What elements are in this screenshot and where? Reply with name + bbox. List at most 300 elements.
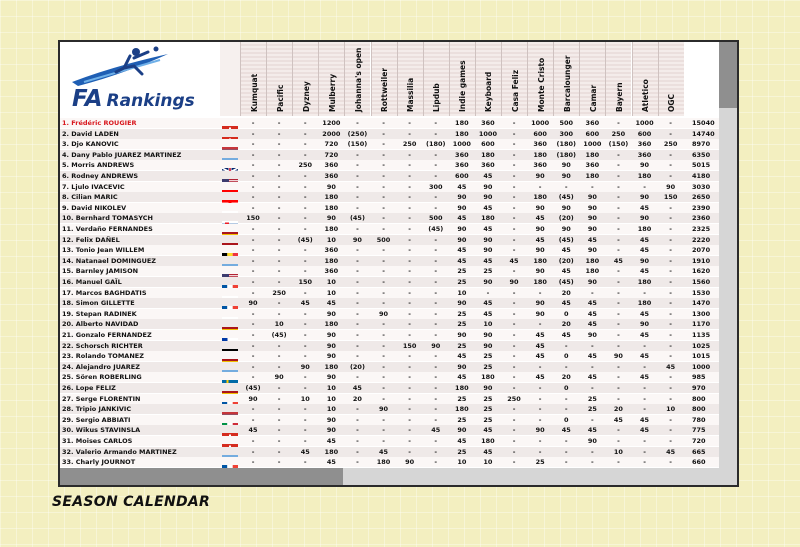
points-cell: - xyxy=(356,341,359,350)
column-header[interactable] xyxy=(292,42,318,116)
points-cell: - xyxy=(356,119,359,127)
points-cell: 90 xyxy=(457,362,467,371)
points-cell: - xyxy=(382,426,385,435)
points-cell: 90 xyxy=(640,193,650,202)
table-row[interactable] xyxy=(60,171,739,181)
points-cell: 25 xyxy=(457,415,467,424)
points-cell: - xyxy=(434,415,438,424)
points-cell: 180 xyxy=(324,193,339,202)
points-cell: - xyxy=(251,320,255,329)
column-header[interactable] xyxy=(240,42,266,116)
points-cell: - xyxy=(564,437,568,445)
points-cell: - xyxy=(617,384,620,392)
points-cell: - xyxy=(512,193,516,202)
points-cell: - xyxy=(512,415,516,424)
points-cell: 45 xyxy=(587,235,597,244)
points-cell: - xyxy=(434,331,438,339)
table-row[interactable] xyxy=(60,319,739,329)
player-name[interactable]: 31. Moises CARLOS xyxy=(62,437,133,445)
points-cell: 45 xyxy=(666,447,676,456)
column-header[interactable] xyxy=(553,42,579,116)
table-row[interactable] xyxy=(60,298,739,308)
points-cell: - xyxy=(408,352,411,361)
points-cell: 720 xyxy=(324,140,339,149)
points-cell: 180 xyxy=(455,129,469,138)
points-cell: 360 xyxy=(455,161,469,170)
column-header[interactable] xyxy=(605,42,631,116)
points-cell: - xyxy=(356,437,359,445)
total-points: 4180 xyxy=(692,172,711,180)
table-row[interactable] xyxy=(60,341,739,351)
table-row[interactable] xyxy=(60,436,739,446)
points-cell: - xyxy=(303,309,307,318)
points-cell: - xyxy=(434,309,438,318)
table-row[interactable] xyxy=(60,182,739,192)
points-cell: - xyxy=(356,331,359,339)
points-cell: - xyxy=(617,193,620,202)
total-points: 800 xyxy=(692,405,706,414)
points-cell: - xyxy=(434,256,438,265)
points-cell: - xyxy=(617,182,620,191)
points-cell: - xyxy=(538,405,542,414)
player-name[interactable]: 7. Ljulo IVACEVIC xyxy=(62,182,125,191)
points-cell: - xyxy=(434,299,438,308)
table-row[interactable] xyxy=(60,224,739,234)
points-cell: - xyxy=(356,405,359,414)
points-cell: - xyxy=(434,373,438,382)
points-cell: 150 xyxy=(402,341,417,350)
player-name[interactable]: 19. Stepan RADINEK xyxy=(62,309,137,318)
points-cell: - xyxy=(434,362,438,371)
points-cell: - xyxy=(512,341,516,350)
table-row[interactable] xyxy=(60,213,739,223)
points-cell: - xyxy=(617,309,620,318)
points-cell: - xyxy=(669,235,672,244)
points-cell: - xyxy=(408,320,411,329)
player-name[interactable]: 25. Sören ROBERLING xyxy=(62,373,142,382)
points-cell: 90 xyxy=(587,331,597,339)
table-row[interactable] xyxy=(60,425,739,435)
player-name[interactable]: 28. Tripio JANKIVIC xyxy=(62,405,132,414)
total-points: 985 xyxy=(692,373,706,382)
table-row[interactable] xyxy=(60,309,739,319)
column-header[interactable] xyxy=(501,42,527,116)
column-header[interactable] xyxy=(632,42,658,116)
points-cell: - xyxy=(303,203,307,212)
column-header-label: OGC xyxy=(667,93,677,112)
points-cell: - xyxy=(303,458,307,467)
points-cell: 90 xyxy=(666,182,676,191)
points-cell: 90 xyxy=(587,437,597,445)
points-cell: - xyxy=(251,129,255,138)
points-cell: 90 xyxy=(326,182,336,191)
points-cell: - xyxy=(434,235,438,244)
points-cell: - xyxy=(251,447,255,456)
points-cell: 180 xyxy=(585,172,600,180)
table-row[interactable] xyxy=(60,129,739,139)
points-cell: - xyxy=(303,129,307,138)
points-cell: 90 xyxy=(613,352,623,361)
flag-es-icon xyxy=(222,236,238,244)
player-name[interactable]: 14. Natanael DOMINGUEZ xyxy=(62,256,157,265)
player-name[interactable]: 15. Barnley JAMISON xyxy=(62,267,139,276)
column-header-label: Mulberry xyxy=(327,73,337,112)
points-cell: - xyxy=(382,203,385,212)
total-points: 1170 xyxy=(692,320,711,329)
points-cell: - xyxy=(303,225,307,233)
column-header-label: Keyboard xyxy=(484,71,494,112)
points-cell: - xyxy=(434,405,438,414)
points-cell: - xyxy=(277,161,281,170)
flag-rs-icon xyxy=(222,405,238,413)
points-cell: - xyxy=(251,119,255,127)
player-name[interactable]: 29. Sergio ABBIATI xyxy=(62,415,131,424)
player-name[interactable]: 8. Cilian MARIC xyxy=(62,193,118,202)
points-cell: 45 xyxy=(561,246,571,255)
table-row[interactable] xyxy=(60,118,739,128)
points-cell: - xyxy=(251,246,255,255)
points-cell: - xyxy=(434,278,438,286)
column-header[interactable] xyxy=(423,42,449,116)
column-header[interactable] xyxy=(344,42,370,116)
points-cell: 180 xyxy=(533,150,547,159)
points-cell: - xyxy=(303,150,307,159)
column-header[interactable] xyxy=(579,42,605,116)
points-cell: - xyxy=(434,384,438,392)
points-cell: 45 xyxy=(535,341,545,350)
player-name[interactable]: 33. Charly JOURNOT xyxy=(62,458,136,467)
points-cell: - xyxy=(512,246,516,255)
player-name[interactable]: 4. Dany Pablo JUAREZ MARTINEZ xyxy=(62,150,182,159)
horizontal-scrollbar-thumb[interactable] xyxy=(60,468,343,487)
points-cell: 0 xyxy=(563,384,569,392)
points-cell: - xyxy=(617,362,620,371)
points-cell: 360 xyxy=(533,140,547,149)
points-cell: - xyxy=(408,182,411,191)
points-cell: 25 xyxy=(483,394,493,403)
points-cell: 90 xyxy=(483,193,493,202)
points-cell: 45 xyxy=(561,331,571,339)
table-row[interactable] xyxy=(60,362,739,372)
points-cell: - xyxy=(564,341,568,350)
points-cell: 45 xyxy=(640,235,650,244)
player-name[interactable]: 3. Djo KANOVIC xyxy=(62,140,119,149)
points-cell: - xyxy=(408,278,411,286)
points-cell: 180 xyxy=(637,278,652,286)
points-cell: - xyxy=(251,288,255,297)
player-name[interactable]: 30. Wikus STAVINSLA xyxy=(62,426,141,435)
points-cell: - xyxy=(669,352,672,361)
points-cell: - xyxy=(356,150,359,159)
points-cell: 150 xyxy=(663,193,678,202)
points-cell: 45 xyxy=(587,320,597,329)
points-cell: - xyxy=(356,172,359,180)
points-cell: - xyxy=(382,246,385,255)
table-row[interactable] xyxy=(60,277,739,287)
points-cell: - xyxy=(356,299,359,308)
player-name[interactable]: 5. Morris ANDREWS xyxy=(62,161,135,170)
table-row[interactable] xyxy=(60,139,739,149)
points-cell: - xyxy=(408,119,411,127)
points-cell: 180 xyxy=(324,256,339,265)
player-name[interactable]: 27. Serge FLORENTIN xyxy=(62,394,141,403)
table-row[interactable] xyxy=(60,256,739,266)
points-cell: 90 xyxy=(535,203,545,212)
points-cell: - xyxy=(669,309,672,318)
points-cell: 90 xyxy=(326,214,336,223)
points-cell: - xyxy=(512,437,516,445)
points-cell: (150) xyxy=(608,140,629,149)
points-cell: 90 xyxy=(457,235,467,244)
points-cell: - xyxy=(251,373,255,382)
table-row[interactable] xyxy=(60,235,739,245)
points-cell: - xyxy=(408,437,411,445)
points-cell: (45) xyxy=(558,235,574,244)
points-cell: - xyxy=(590,384,594,392)
points-cell: - xyxy=(669,394,672,403)
points-cell: 90 xyxy=(352,235,362,244)
points-cell: 45 xyxy=(640,203,650,212)
points-cell: 90 xyxy=(587,214,597,223)
points-cell: - xyxy=(512,447,516,456)
table-row[interactable] xyxy=(60,351,739,361)
points-cell: 45 xyxy=(587,426,597,435)
points-cell: - xyxy=(617,288,620,297)
points-cell: - xyxy=(303,384,307,392)
points-cell: - xyxy=(277,140,281,149)
points-cell: 90 xyxy=(587,246,597,255)
player-name[interactable]: 21. Gonzalo FERNANDEZ xyxy=(62,331,152,339)
column-header-label: Bayern xyxy=(614,82,624,112)
points-cell: 90 xyxy=(248,299,258,308)
points-cell: - xyxy=(590,182,594,191)
points-cell: 360 xyxy=(585,119,600,127)
column-header-label: Johanna's open xyxy=(353,47,363,112)
table-row[interactable] xyxy=(60,383,739,393)
points-cell: 90 xyxy=(535,309,545,318)
points-cell: - xyxy=(303,331,307,339)
player-name[interactable]: 16. Manuel GAÏL xyxy=(62,278,122,286)
points-cell: 45 xyxy=(457,256,467,265)
points-cell: (45) xyxy=(428,225,444,233)
points-cell: - xyxy=(251,437,255,445)
points-cell: 180 xyxy=(481,150,495,159)
points-cell: 25 xyxy=(483,267,493,276)
points-cell: - xyxy=(434,447,438,456)
vertical-scrollbar-thumb[interactable] xyxy=(719,42,739,108)
points-cell: - xyxy=(251,352,255,361)
points-cell: 25 xyxy=(587,394,597,403)
column-header[interactable] xyxy=(475,42,501,116)
player-name[interactable]: 24. Alejandro JUAREZ xyxy=(62,362,140,371)
points-cell: - xyxy=(643,288,646,297)
points-cell: - xyxy=(408,256,411,265)
points-cell: 45 xyxy=(483,256,493,265)
points-cell: 45 xyxy=(509,256,519,265)
flag-ru-icon xyxy=(222,204,238,212)
table-row[interactable] xyxy=(60,203,739,213)
points-cell: - xyxy=(669,426,672,435)
points-cell: 90 xyxy=(457,299,467,308)
total-points: 800 xyxy=(692,394,706,403)
points-cell: - xyxy=(643,405,646,414)
points-cell: 10 xyxy=(666,405,676,414)
points-cell: - xyxy=(408,426,411,435)
points-cell: - xyxy=(669,278,672,286)
points-cell: - xyxy=(434,320,438,329)
points-cell: 90 xyxy=(326,309,336,318)
points-cell: 360 xyxy=(481,161,495,170)
column-header[interactable] xyxy=(371,42,397,116)
season-calendar-button[interactable]: SEASON CALENDAR xyxy=(52,494,211,510)
points-cell: - xyxy=(669,129,672,138)
flag-cl-icon xyxy=(222,331,238,339)
table-row[interactable] xyxy=(60,266,739,276)
points-cell: 45 xyxy=(483,172,493,180)
points-cell: - xyxy=(590,447,594,456)
points-cell: - xyxy=(251,458,255,467)
points-cell: - xyxy=(382,373,385,382)
points-cell: - xyxy=(643,362,646,371)
points-cell: 180 xyxy=(637,225,652,233)
column-header-label: Barcalounger xyxy=(562,55,572,112)
table-row[interactable] xyxy=(60,160,739,170)
points-cell: - xyxy=(617,161,620,170)
flag-es-icon xyxy=(222,352,238,360)
points-cell: 1000 xyxy=(531,119,550,127)
player-name[interactable]: 13. Tonio Jean WILLEM xyxy=(62,246,145,255)
player-name[interactable]: 26. Lope FELIZ xyxy=(62,384,116,392)
player-name[interactable]: 10. Bernhard TOMASYCH xyxy=(62,214,153,223)
player-name[interactable]: 9. David NIKOLEV xyxy=(62,203,127,212)
total-points: 1470 xyxy=(692,299,711,308)
player-name[interactable]: 32. Valerio Armando MARTINEZ xyxy=(62,447,177,456)
player-name[interactable]: 17. Marcos BAGHDATIS xyxy=(62,288,147,297)
points-cell: - xyxy=(303,405,307,414)
table-row[interactable] xyxy=(60,288,739,298)
points-cell: - xyxy=(564,458,568,467)
column-header-label: Casa Feliz xyxy=(510,69,520,112)
player-name[interactable]: 1. Frédéric ROUGIER xyxy=(62,119,137,127)
flag-be-icon xyxy=(222,246,238,254)
points-cell: - xyxy=(382,193,385,202)
flag-es-icon xyxy=(222,320,238,328)
points-cell: 90 xyxy=(535,426,545,435)
table-row[interactable] xyxy=(60,192,739,202)
table-row[interactable] xyxy=(60,394,739,404)
points-cell: - xyxy=(512,288,516,297)
table-row[interactable] xyxy=(60,404,739,414)
player-name[interactable]: 11. Verdaño FERNANDES xyxy=(62,225,153,233)
total-points: 8970 xyxy=(692,140,711,149)
flag-se-icon xyxy=(222,373,238,381)
points-cell: - xyxy=(512,352,516,361)
points-cell: - xyxy=(538,437,542,445)
points-cell: 10 xyxy=(457,288,467,297)
player-name[interactable]: 2. David LADEN xyxy=(62,129,119,138)
points-cell: - xyxy=(251,161,255,170)
points-cell: - xyxy=(251,341,255,350)
flag-ar-icon xyxy=(222,257,238,265)
points-cell: 360 xyxy=(481,119,495,127)
points-cell: 90 xyxy=(509,278,519,286)
points-cell: - xyxy=(434,267,438,276)
points-cell: - xyxy=(408,384,411,392)
points-cell: - xyxy=(512,267,516,276)
player-name[interactable]: 18. Simon GILLETTE xyxy=(62,299,135,308)
player-name[interactable]: 6. Rodney ANDREWS xyxy=(62,172,139,180)
column-header[interactable] xyxy=(266,42,292,116)
points-cell: - xyxy=(382,119,385,127)
points-cell: - xyxy=(303,373,307,382)
points-cell: - xyxy=(277,182,281,191)
points-cell: (45) xyxy=(558,193,574,202)
table-row[interactable] xyxy=(60,330,739,340)
points-cell: - xyxy=(356,161,359,170)
points-cell: - xyxy=(512,320,516,329)
column-header[interactable] xyxy=(397,42,423,116)
player-name[interactable]: 22. Schorsch RICHTER xyxy=(62,341,143,350)
points-cell: - xyxy=(277,235,281,244)
points-cell: 90 xyxy=(326,331,336,339)
points-cell: 45 xyxy=(431,426,441,435)
points-cell: - xyxy=(408,288,411,297)
total-points: 2650 xyxy=(692,193,711,202)
table-row[interactable] xyxy=(60,457,739,467)
points-cell: - xyxy=(277,214,281,223)
player-name[interactable]: 12. Felix DAÑEL xyxy=(62,235,120,244)
table-row[interactable] xyxy=(60,245,739,255)
points-cell: - xyxy=(512,172,516,180)
column-header[interactable] xyxy=(318,42,344,116)
table-row[interactable] xyxy=(60,150,739,160)
points-cell: 45 xyxy=(535,373,545,382)
total-points: 3030 xyxy=(692,182,711,191)
points-cell: - xyxy=(512,362,516,371)
points-cell: 45 xyxy=(483,299,493,308)
column-header[interactable] xyxy=(527,42,553,116)
points-cell: 90 xyxy=(379,405,389,414)
total-points: 775 xyxy=(692,426,706,435)
points-cell: - xyxy=(277,246,281,255)
points-cell: - xyxy=(382,172,385,180)
points-cell: - xyxy=(277,299,281,308)
points-cell: 360 xyxy=(324,246,339,255)
points-cell: 45 xyxy=(300,299,310,308)
table-row[interactable] xyxy=(60,372,739,382)
points-cell: 25 xyxy=(483,362,493,371)
points-cell: 250 xyxy=(272,288,286,297)
flag-rs-icon xyxy=(222,140,238,148)
points-cell: 45 xyxy=(640,373,650,382)
points-cell: - xyxy=(251,182,255,191)
table-row[interactable] xyxy=(60,447,739,457)
points-cell: 180 xyxy=(324,225,339,233)
player-name[interactable]: 20. Alberto NAVIDAD xyxy=(62,320,139,329)
points-cell: - xyxy=(303,320,307,329)
column-header[interactable] xyxy=(658,42,684,116)
table-row[interactable] xyxy=(60,415,739,425)
column-header[interactable] xyxy=(449,42,475,116)
points-cell: - xyxy=(669,331,672,339)
points-cell: - xyxy=(251,267,255,276)
player-name[interactable]: 23. Rolando TOMANEZ xyxy=(62,352,144,361)
points-cell: 180 xyxy=(481,373,495,382)
points-cell: 180 xyxy=(455,384,469,392)
points-cell: 25 xyxy=(457,267,467,276)
points-cell: - xyxy=(408,447,411,456)
points-cell: - xyxy=(277,129,281,138)
